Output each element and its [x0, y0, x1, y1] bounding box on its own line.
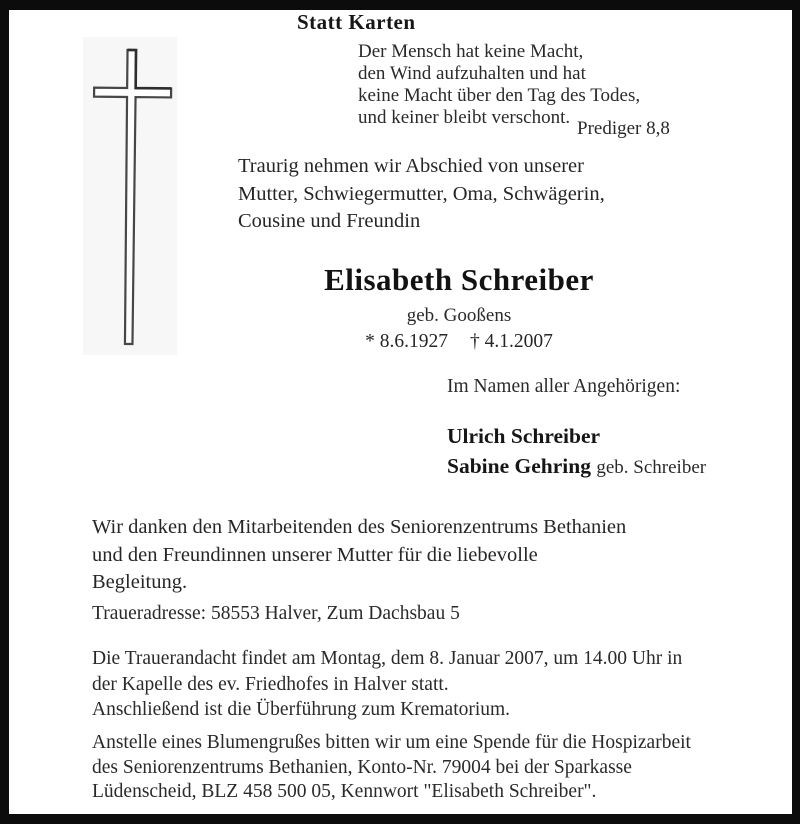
- mourner-name: [447, 451, 706, 483]
- verse-block: [358, 41, 640, 129]
- mourner-name-main: Sabine Gehring: [447, 454, 591, 478]
- life-dates: [259, 331, 659, 353]
- service-line: Die Trauerandacht findet am Montag, dem 8. Januar 2007, um 14.00 Uhr in: [92, 648, 683, 669]
- deceased-block: [259, 262, 659, 353]
- intro-block: [238, 153, 605, 236]
- death-date: † 4.1.2007: [470, 331, 553, 352]
- deceased-name: Elisabeth Schreiber: [324, 262, 594, 297]
- donation-block: [92, 731, 691, 805]
- thanks-line: und den Freundinnen unserer Mutter für die liebevolle: [92, 543, 538, 566]
- verse-source: Prediger 8,8: [577, 118, 670, 139]
- verse-line: und keiner bleibt verschont.: [358, 107, 571, 128]
- donation-line: Lüdenscheid, BLZ 458 500 05, Kennwort "Elisabeth Schreiber".: [92, 781, 597, 802]
- mourners-heading: Im Namen aller Angehörigen:: [447, 376, 681, 397]
- intro-line: Traurig nehmen wir Abschied von unserer: [238, 155, 584, 177]
- donation-line: Anstelle eines Blumengrußes bitten wir um eine Spende für die Hospizarbeit: [92, 732, 691, 753]
- service-block: [92, 646, 682, 723]
- maiden-name: geb. Gooßens: [406, 305, 512, 326]
- verse-line: Der Mensch hat keine Macht,: [358, 41, 584, 62]
- verse-line: den Wind aufzuhalten und hat: [358, 63, 586, 84]
- thanks-block: [92, 514, 626, 597]
- verse-line: keine Macht über den Tag des Todes,: [358, 85, 641, 106]
- mourning-address: Traueradresse: 58553 Halver, Zum Dachsbau 5: [92, 603, 460, 624]
- intro-line: Mutter, Schwiegermutter, Oma, Schwägerin,: [238, 182, 605, 205]
- statt-karten-heading: Statt Karten: [297, 10, 416, 34]
- mourners-block: [447, 421, 706, 483]
- mourner-name-suffix: geb. Schreiber: [596, 457, 707, 478]
- service-line: Anschließend ist die Überführung zum Krematorium.: [92, 699, 511, 720]
- service-line: der Kapelle des ev. Friedhofes in Halver statt.: [92, 673, 449, 695]
- thanks-line: Wir danken den Mitarbeitenden des Seniorenzentrums Bethanien: [92, 516, 627, 538]
- thanks-line: Begleitung.: [92, 571, 188, 593]
- donation-line: des Seniorenzentrums Bethanien, Konto-Nr. 79004 bei der Sparkasse: [92, 756, 632, 778]
- intro-line: Cousine und Freundin: [238, 210, 421, 232]
- memorial-cross-icon: [85, 42, 175, 352]
- birth-date: * 8.6.1927: [365, 331, 448, 352]
- mourner-name: Ulrich Schreiber: [447, 424, 601, 448]
